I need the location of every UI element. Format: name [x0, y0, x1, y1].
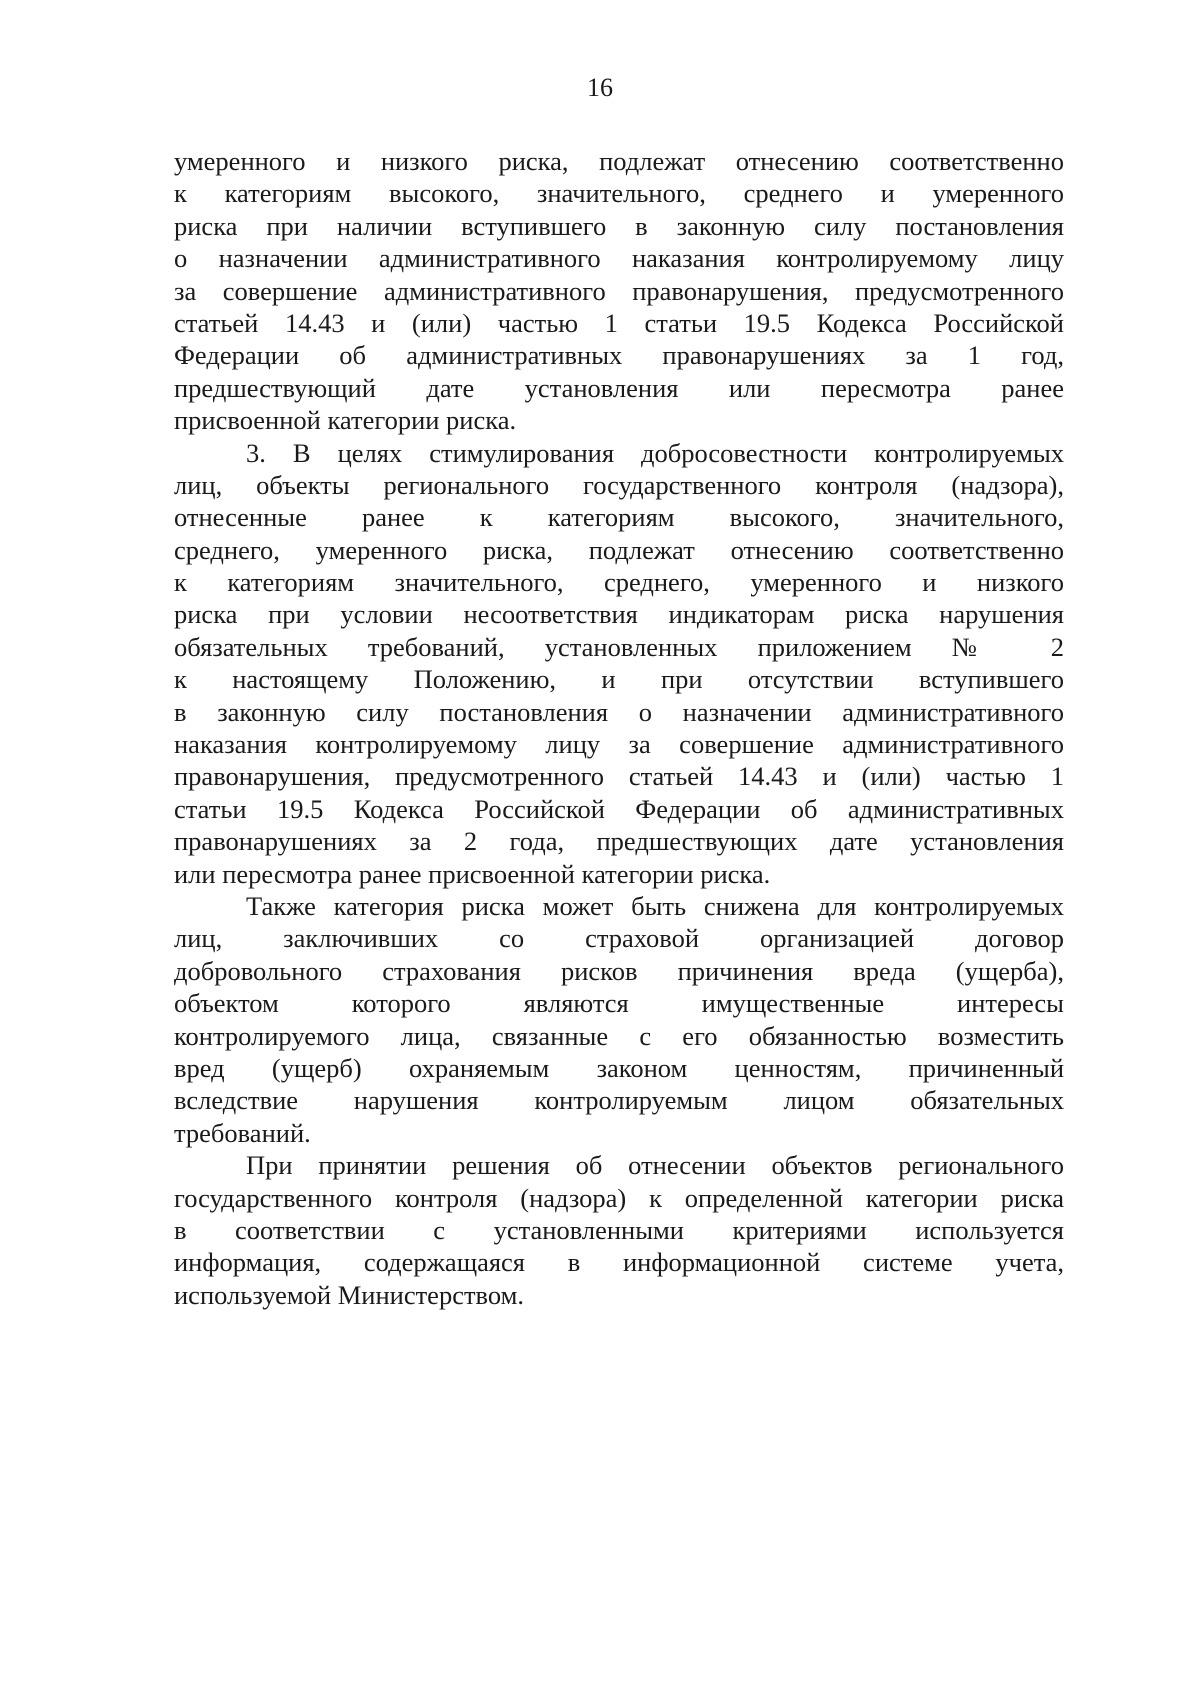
text-line: риска при условии несоответствия индикаторам риска нарушения	[174, 599, 1064, 630]
text-line: Федерации об административных правонарушениях за 1 год,	[174, 340, 1064, 371]
text-line: вред (ущерб) охраняемым законом ценностям, причиненный	[174, 1052, 1064, 1083]
text-line: к категориям высокого, значительного, среднего и умеренного	[174, 178, 1064, 209]
text-line: объектом которого являются имущественные интересы	[174, 988, 1064, 1019]
paragraph-information-system	[174, 1149, 1064, 1311]
text-line: умеренного и низкого риска, подлежат отнесению соответственно	[174, 146, 1064, 176]
text-line: правонарушениях за 2 года, предшествующих дате установления	[174, 826, 1064, 857]
text-line: вследствие нарушения контролируемым лицом обязательных	[174, 1085, 1064, 1116]
text-line: за совершение административного правонарушения, предусмотренного	[174, 275, 1064, 306]
paragraph-item-3	[174, 437, 1064, 890]
text-line: статьи 19.5 Кодекса Российской Федерации об административных	[174, 793, 1064, 824]
text-line: лиц, объекты регионального государственного контроля (надзора),	[174, 469, 1064, 500]
text-line: отнесенные ранее к категориям высокого, значительного,	[174, 502, 1064, 533]
paragraph-insurance	[174, 890, 1064, 1149]
text-line: обязательных требований, установленных приложением № 2	[174, 631, 1064, 662]
text-line: в законную силу постановления о назначении административного	[174, 696, 1064, 727]
text-line: требований.	[174, 1117, 311, 1148]
text-line: присвоенной категории риска.	[174, 405, 517, 436]
text-line: предшествующий дате установления или пересмотра ранее	[174, 372, 1064, 403]
text-line: 3. В целях стимулирования добросовестности контролируемых	[246, 437, 1064, 468]
text-line: лиц, заключивших со страховой организацией договор	[174, 923, 1064, 954]
text-line: наказания контролируемому лицу за совершение административного	[174, 729, 1064, 760]
text-line: среднего, умеренного риска, подлежат отнесению соответственно	[174, 534, 1064, 565]
text-line: к категориям значительного, среднего, умеренного и низкого	[174, 567, 1064, 598]
text-line: к настоящему Положению, и при отсутствии вступившего	[174, 664, 1064, 695]
page-number: 16	[587, 73, 613, 102]
document-body	[174, 145, 1064, 1311]
text-line: или пересмотра ранее присвоенной категории риска.	[174, 858, 771, 889]
text-line: о назначении административного наказания контролируемому лицу	[174, 243, 1064, 274]
text-line: используемой Министерством.	[174, 1279, 525, 1310]
text-line: контролируемого лица, связанные с его обязанностью возместить	[174, 1020, 1064, 1051]
text-line: информация, содержащаяся в информационной системе учета,	[174, 1247, 1064, 1278]
text-line: риска при наличии вступившего в законную силу постановления	[174, 210, 1064, 241]
text-line: При принятии решения об отнесении объектов регионального	[246, 1150, 1064, 1181]
text-line: в соответствии с установленными критериями используется	[174, 1214, 1064, 1245]
text-line: Также категория риска может быть снижена для контролируемых	[246, 890, 1064, 921]
text-line: статьей 14.43 и (или) частью 1 статьи 19.5 Кодекса Российской	[174, 307, 1064, 338]
paragraph-continuation	[174, 145, 1064, 437]
text-line: добровольного страхования рисков причинения вреда (ущерба),	[174, 955, 1064, 986]
text-line: правонарушения, предусмотренного статьей 14.43 и (или) частью 1	[174, 761, 1064, 792]
text-line: государственного контроля (надзора) к определенной категории риска	[174, 1182, 1064, 1213]
